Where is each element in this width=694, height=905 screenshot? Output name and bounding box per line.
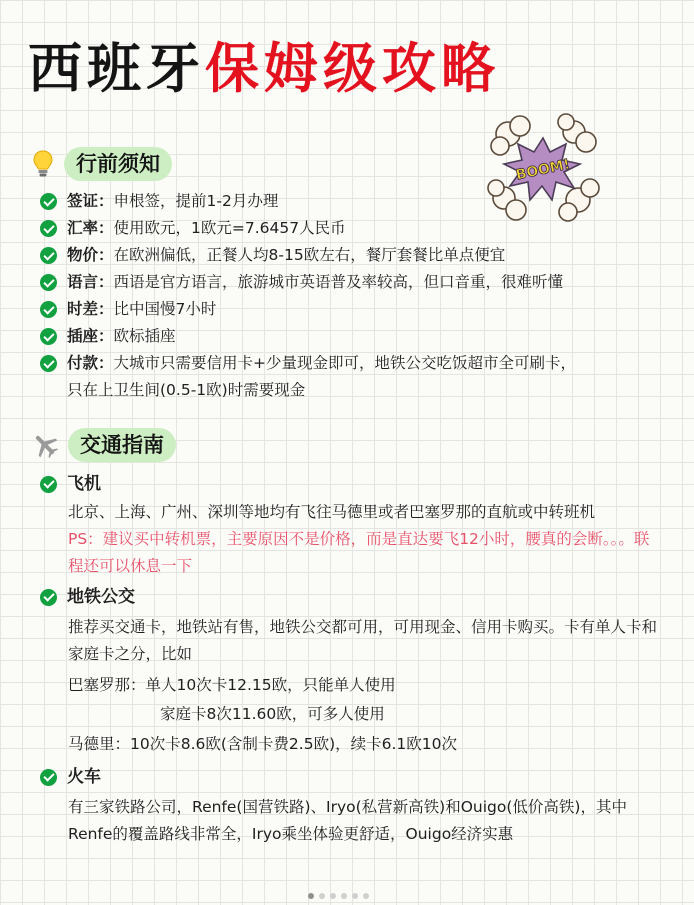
list-item: 物价：在欧洲偏低，正餐人均8-15欧左右，餐厅套餐比单点便宜: [40, 242, 680, 269]
airplane-icon: [32, 432, 58, 458]
page-title: [28, 34, 500, 104]
page-dot[interactable]: [363, 893, 369, 899]
list-item: 付款：大城市只需要信用卡+少量现金即可，地铁公交吃饭超市全可刷卡，只在上卫生间(0.5-1欧)时需要现金: [40, 350, 680, 404]
check-icon: [40, 769, 57, 786]
page-dot[interactable]: [352, 893, 358, 899]
boom-text: BOOM!: [514, 156, 572, 184]
check-icon: [40, 355, 57, 372]
check-icon: [40, 274, 57, 291]
train-text: 有三家铁路公司，Renfe(国营铁路)、Iryo(私营新高铁)和Ouigo(低价高铁)，其中Renfe的覆盖路线非常全，Iryo乘坐体验更舒适，Ouigo经济实惠: [68, 798, 627, 843]
list-item: 签证：申根签，提前1-2月办理: [40, 188, 680, 215]
list-item: 时差：比中国慢7小时: [40, 296, 680, 323]
section-transport: [32, 428, 176, 462]
check-icon: [40, 220, 57, 237]
check-icon: [40, 476, 57, 493]
list-item: 插座：欧标插座: [40, 323, 680, 350]
page-dot[interactable]: [308, 893, 314, 899]
metro-text: 推荐买交通卡，地铁站有售，地铁公交都可用，可用现金、信用卡购买。卡有单人卡和家庭卡之分，比如: [68, 618, 658, 663]
plane-note: PS：建议买中转机票，主要原因不是价格，而是直达要飞12小时，腰真的会断。。。联程还可以休息一下: [68, 530, 650, 575]
plane-text: 北京、上海、广州、深圳等地均有飞往马德里或者巴塞罗那的直航或中转班机: [68, 503, 596, 521]
check-icon: [40, 589, 57, 606]
check-icon: [40, 193, 57, 210]
check-icon: [40, 301, 57, 318]
check-icon: [40, 247, 57, 264]
section-transport-heading: 交通指南: [68, 428, 176, 462]
page-dot[interactable]: [330, 893, 336, 899]
title-red: 保姆级攻略: [205, 37, 500, 100]
metro-heading: 地铁公交: [40, 582, 680, 612]
pre-trip-list: [40, 188, 680, 404]
train-heading: 火车: [40, 762, 680, 792]
plane-heading: 飞机: [40, 469, 680, 499]
check-icon: [40, 328, 57, 345]
metro-barcelona-family: 家庭卡8次11.60欧，可多人使用: [160, 705, 385, 723]
section-pre-trip-heading: 行前须知: [64, 147, 172, 181]
page-dot[interactable]: [341, 893, 347, 899]
lightbulb-icon: [32, 149, 54, 179]
title-black: 西班牙: [28, 37, 205, 100]
metro-barcelona-single: 巴塞罗那：单人10次卡12.15欧，只能单人使用: [68, 676, 396, 694]
section-pre-trip: [32, 147, 172, 181]
list-item: 语言：西语是官方语言，旅游城市英语普及率较高，但口音重，很难听懂: [40, 269, 680, 296]
metro-madrid: 马德里：10次卡8.6欧(含制卡费2.5欧)，续卡6.1欧10次: [68, 735, 457, 753]
list-item: 汇率：使用欧元，1欧元=7.6457人民币: [40, 215, 680, 242]
page-dot[interactable]: [319, 893, 325, 899]
pagination-dots[interactable]: [308, 893, 369, 899]
transport-list: [40, 469, 680, 848]
